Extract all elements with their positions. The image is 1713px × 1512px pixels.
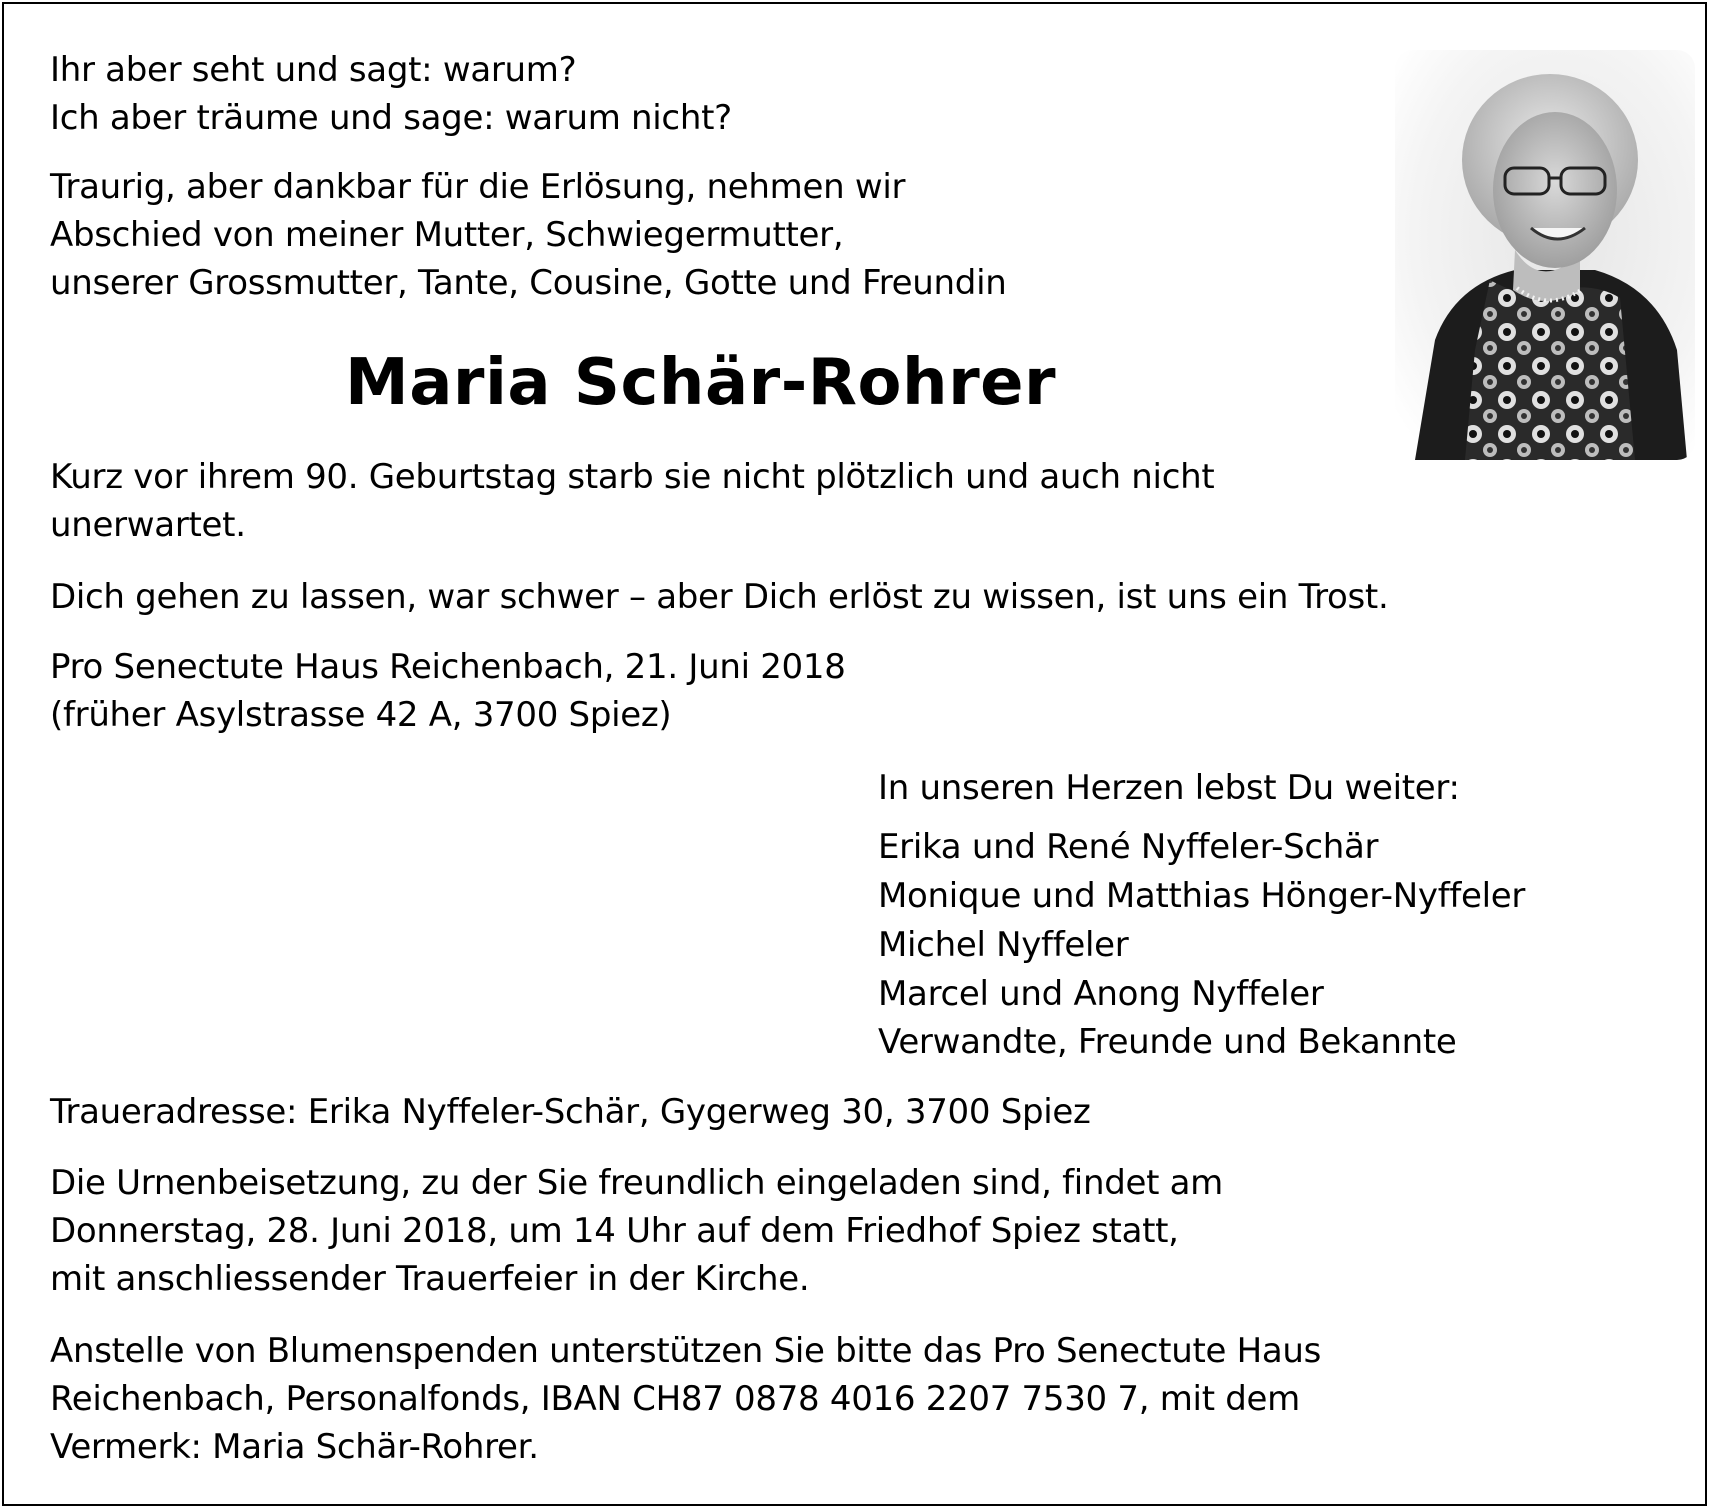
intro-line-3: unserer Grossmutter, Tante, Cousine, Gotte und Freundin (50, 263, 1007, 303)
mourner-name: Erika und René Nyffeler-Schär (878, 827, 1379, 867)
mourner-name: Monique und Matthias Hönger-Nyffeler (878, 876, 1526, 916)
birthday-note-line-1: Kurz vor ihrem 90. Geburtstag starb sie nicht plötzlich und auch nicht (50, 457, 1215, 497)
mourner-name: Michel Nyffeler (878, 925, 1129, 965)
quote-line-2: Ich aber träume und sage: warum nicht? (50, 98, 732, 138)
donation-line-3: Vermerk: Maria Schär-Rohrer. (50, 1427, 539, 1467)
funeral-line-3: mit anschliessender Trauerfeier in der Kirche. (50, 1259, 810, 1299)
place-date-line-2: (früher Asylstrasse 42 A, 3700 Spiez) (50, 695, 672, 735)
mourner-name: Marcel und Anong Nyffeler (878, 974, 1324, 1014)
place-date-line-1: Pro Senectute Haus Reichenbach, 21. Juni 2018 (50, 647, 846, 687)
mourners-heading: In unseren Herzen lebst Du weiter: (878, 768, 1460, 808)
comfort-line: Dich gehen zu lassen, war schwer – aber Dich erlöst zu wissen, ist uns ein Trost. (50, 577, 1389, 617)
funeral-line-2: Donnerstag, 28. Juni 2018, um 14 Uhr auf dem Friedhof Spiez statt, (50, 1211, 1179, 1251)
mourner-name: Verwandte, Freunde und Bekannte (878, 1022, 1457, 1062)
portrait-photo (1395, 50, 1695, 460)
quote-line-1: Ihr aber seht und sagt: warum? (50, 50, 577, 90)
intro-line-2: Abschied von meiner Mutter, Schwiegermutter, (50, 215, 844, 255)
birthday-note-line-2: unerwartet. (50, 505, 246, 545)
deceased-name: Maria Schär-Rohrer (345, 346, 1057, 420)
mourning-address: Traueradresse: Erika Nyffeler-Schär, Gygerweg 30, 3700 Spiez (50, 1092, 1091, 1132)
donation-line-2: Reichenbach, Personalfonds, IBAN CH87 0878 4016 2207 7530 7, mit dem (50, 1379, 1300, 1419)
intro-line-1: Traurig, aber dankbar für die Erlösung, nehmen wir (50, 167, 906, 207)
funeral-line-1: Die Urnenbeisetzung, zu der Sie freundlich eingeladen sind, findet am (50, 1163, 1223, 1203)
donation-line-1: Anstelle von Blumenspenden unterstützen Sie bitte das Pro Senectute Haus (50, 1331, 1322, 1371)
